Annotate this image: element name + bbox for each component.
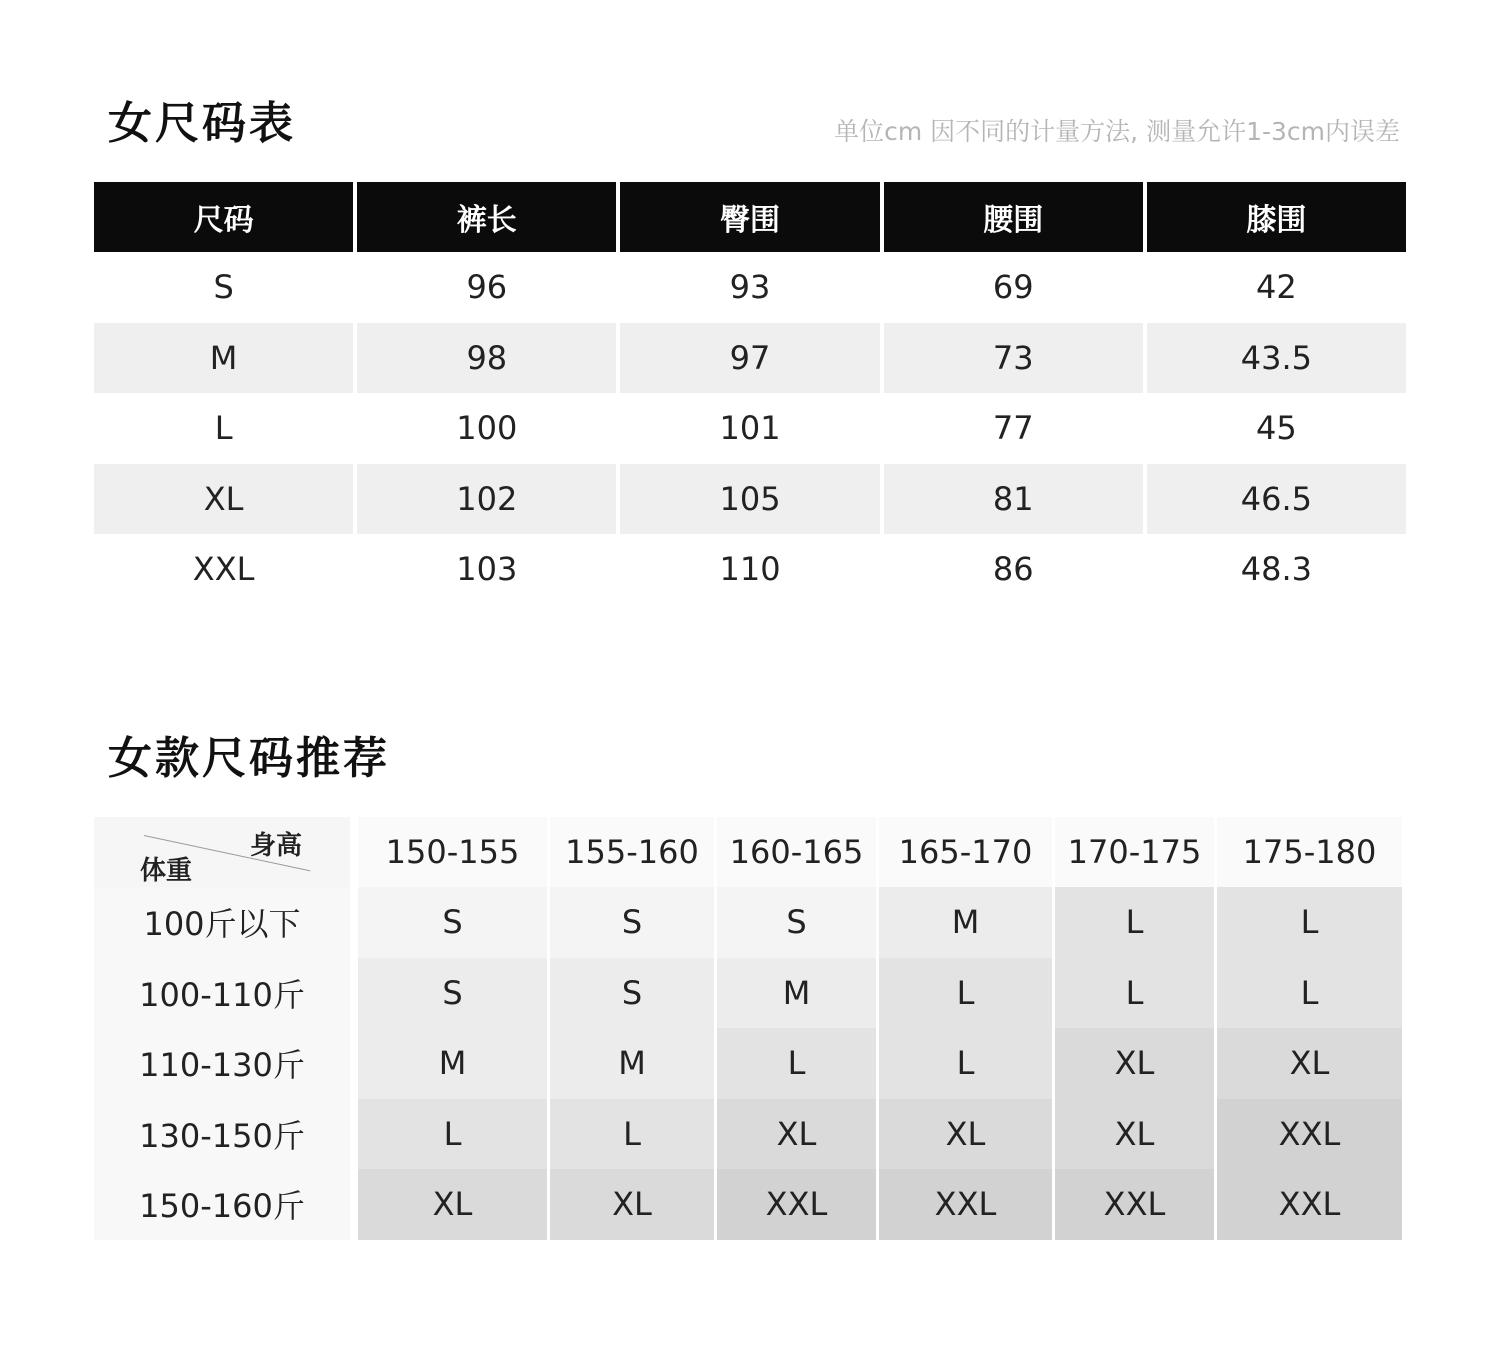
table-cell: S [213, 268, 234, 307]
table-cell: 77 [992, 409, 1034, 448]
height-range-header: 160-165 [717, 817, 876, 887]
table-cell: 98 [357, 323, 616, 394]
table-row [94, 464, 1406, 535]
table-cell: 93 [729, 268, 771, 307]
size-cell: XXL [879, 1169, 1052, 1240]
table-row [94, 534, 1406, 605]
size-cell: XL [1217, 1028, 1402, 1099]
size-cell: XL [879, 1099, 1052, 1170]
size-cell: XXL [1055, 1169, 1214, 1240]
size-cell: XXL [1217, 1169, 1402, 1240]
table-cell: 81 [884, 464, 1143, 535]
table-cell: 69 [992, 268, 1034, 307]
table-cell: 73 [884, 323, 1143, 394]
table-row [94, 958, 1406, 1029]
size-cell: S [550, 958, 714, 1029]
size-cell: XL [358, 1169, 547, 1240]
size-cell: XL [550, 1169, 714, 1240]
table-cell: 43.5 [1147, 323, 1406, 394]
size-cell: L [1217, 887, 1402, 958]
table-cell: 45 [1256, 409, 1297, 448]
header-knee: 膝围 [1147, 182, 1406, 252]
recommendation-title: 女款尺码推荐 [108, 733, 390, 784]
size-cell: S [717, 887, 876, 958]
table-cell: 105 [620, 464, 879, 535]
table-cell: M [94, 323, 353, 394]
table-cell: 46.5 [1147, 464, 1406, 535]
weight-range-label: 130-150斤 [94, 1099, 350, 1170]
table-cell: 96 [466, 268, 508, 307]
table-cell: 103 [456, 550, 518, 589]
size-cell: L [879, 1028, 1052, 1099]
size-cell: S [358, 958, 547, 1029]
table-row [94, 1169, 1406, 1240]
corner-header [94, 817, 350, 887]
size-cell: XXL [717, 1169, 876, 1240]
size-chart-header-row [94, 182, 1406, 252]
table-cell: XL [94, 464, 353, 535]
height-range-header: 150-155 [358, 817, 547, 887]
height-range-header: 155-160 [550, 817, 714, 887]
table-row [94, 887, 1406, 958]
size-cell: L [1217, 958, 1402, 1029]
size-cell: M [717, 958, 876, 1029]
size-chart-table [94, 182, 1406, 605]
size-cell: L [550, 1099, 714, 1170]
size-cell: L [358, 1099, 547, 1170]
height-header-row [94, 817, 1406, 887]
size-cell: S [550, 887, 714, 958]
weight-range-label: 110-130斤 [94, 1028, 350, 1099]
table-cell: 101 [719, 409, 781, 448]
weight-range-label: 150-160斤 [94, 1169, 350, 1240]
height-range-header: 170-175 [1055, 817, 1214, 887]
size-cell: M [358, 1028, 547, 1099]
size-cell: L [1055, 887, 1214, 958]
table-cell: 102 [357, 464, 616, 535]
table-cell: L [214, 409, 233, 448]
weight-range-label: 100-110斤 [94, 958, 350, 1029]
table-cell: XXL [192, 550, 255, 589]
table-row [94, 1028, 1406, 1099]
size-cell: M [550, 1028, 714, 1099]
size-cell: L [1055, 958, 1214, 1029]
height-range-header: 175-180 [1217, 817, 1402, 887]
weight-axis-label: 体重 [140, 856, 193, 886]
recommendation-table [94, 817, 1406, 1240]
table-cell: 86 [992, 550, 1034, 589]
table-cell: 100 [456, 409, 518, 448]
size-cell: XXL [1217, 1099, 1402, 1170]
size-chart-title: 女尺码表 [108, 98, 296, 149]
table-cell: 97 [620, 323, 879, 394]
table-cell: 48.3 [1240, 550, 1313, 589]
height-axis-label: 身高 [249, 831, 302, 861]
table-row [94, 323, 1406, 394]
size-cell: L [879, 958, 1052, 1029]
header-hip: 臀围 [620, 182, 879, 252]
weight-range-label: 100斤以下 [94, 887, 350, 958]
size-cell: XL [1055, 1099, 1214, 1170]
table-cell: 110 [719, 550, 781, 589]
table-cell: 42 [1256, 268, 1297, 307]
size-cell: XL [1055, 1028, 1214, 1099]
header-waist: 腰围 [884, 182, 1143, 252]
size-cell: XL [717, 1099, 876, 1170]
table-row [94, 252, 1406, 323]
table-row [94, 393, 1406, 464]
table-row [94, 1099, 1406, 1170]
size-cell: S [358, 887, 547, 958]
size-cell: M [879, 887, 1052, 958]
height-range-header: 165-170 [879, 817, 1052, 887]
header-size: 尺码 [94, 182, 353, 252]
size-cell: L [717, 1028, 876, 1099]
header-pants-length: 裤长 [357, 182, 616, 252]
measurement-note: 单位cm 因不同的计量方法, 测量允许1-3cm内误差 [834, 117, 1400, 146]
